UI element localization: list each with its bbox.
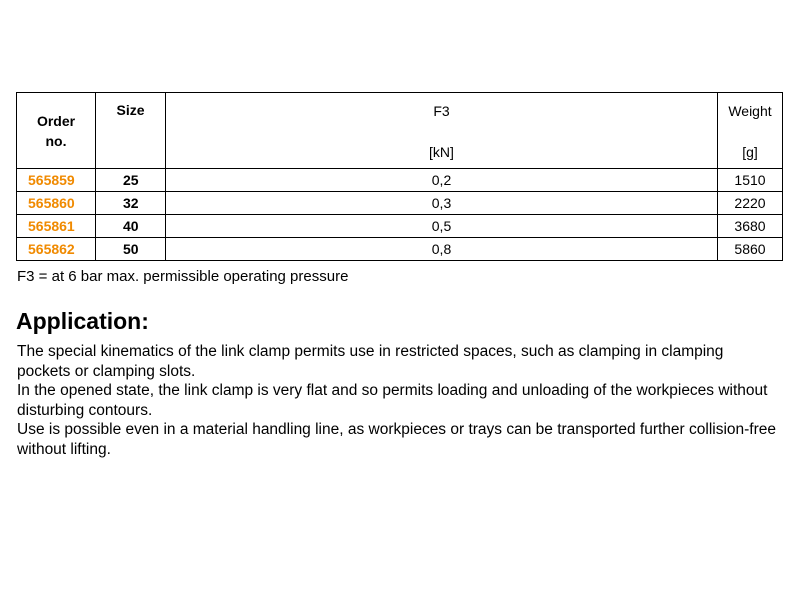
size-cell: 25 bbox=[96, 169, 166, 192]
application-paragraph: The special kinematics of the link clamp permits use in restricted spaces, such as clamping in clamping pockets or clamping slots. bbox=[17, 343, 724, 380]
size-cell: 50 bbox=[96, 238, 166, 261]
order-number-link[interactable]: 565861 bbox=[17, 215, 96, 238]
weight-cell: 1510 bbox=[718, 169, 783, 192]
header-f3-label: F3 bbox=[433, 103, 450, 119]
table-row bbox=[17, 169, 783, 192]
size-cell: 40 bbox=[96, 215, 166, 238]
order-number-link[interactable]: 565862 bbox=[17, 238, 96, 261]
header-order-no-label: Order no. bbox=[36, 112, 76, 149]
application-paragraph: In the opened state, the link clamp is very flat and so permits loading and unloading of the workpieces without disturbing contours. bbox=[17, 382, 768, 419]
f3-cell: 0,2 bbox=[166, 169, 718, 192]
spec-table bbox=[16, 92, 783, 261]
size-cell: 32 bbox=[96, 192, 166, 215]
application-heading: Application: bbox=[16, 308, 149, 334]
table-header-row bbox=[17, 93, 783, 169]
order-number-link[interactable]: 565860 bbox=[17, 192, 96, 215]
f3-cell: 0,8 bbox=[166, 238, 718, 261]
table-footnote: F3 = at 6 bar max. permissible operating pressure bbox=[17, 268, 349, 285]
header-weight-unit: [g] bbox=[742, 144, 758, 160]
f3-cell: 0,5 bbox=[166, 215, 718, 238]
f3-cell: 0,3 bbox=[166, 192, 718, 215]
header-f3-unit: [kN] bbox=[429, 144, 454, 160]
application-paragraph: Use is possible even in a material handling line, as workpieces or trays can be transported further collision-free without lifting. bbox=[17, 421, 777, 458]
header-f3 bbox=[166, 93, 718, 169]
table-row bbox=[17, 192, 783, 215]
table-row bbox=[17, 215, 783, 238]
weight-cell: 2220 bbox=[718, 192, 783, 215]
weight-cell: 5860 bbox=[718, 238, 783, 261]
header-size: Size bbox=[96, 93, 166, 169]
header-weight-label: Weight bbox=[728, 103, 772, 119]
weight-cell: 3680 bbox=[718, 215, 783, 238]
header-weight bbox=[718, 93, 783, 169]
order-number-link[interactable]: 565859 bbox=[17, 169, 96, 192]
table-row bbox=[17, 238, 783, 261]
application-text bbox=[17, 342, 777, 459]
header-order-no bbox=[17, 93, 96, 169]
